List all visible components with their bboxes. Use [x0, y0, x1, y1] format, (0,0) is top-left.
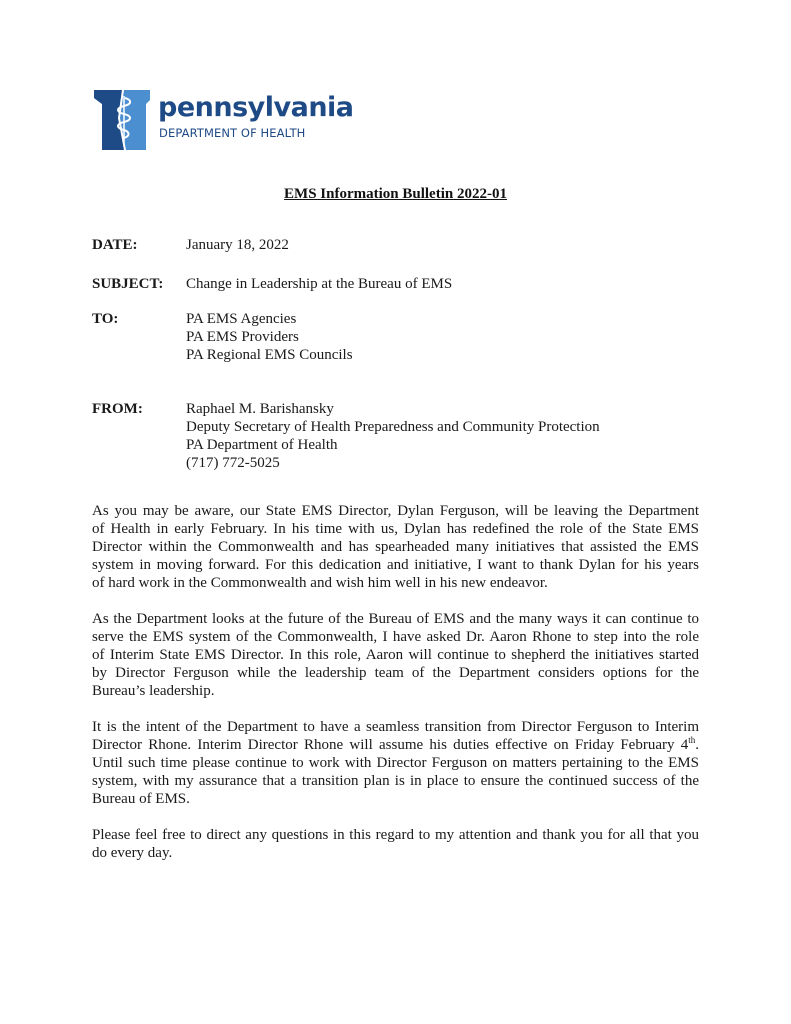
bulletin-title: EMS Information Bulletin 2022-01	[284, 186, 507, 202]
sender-title: Deputy Secretary of Health Preparedness and Community Protection	[186, 419, 600, 435]
date-label: DATE:	[92, 237, 138, 253]
pa-health-logo	[92, 88, 354, 152]
to-recipients	[186, 310, 353, 364]
recipient: PA EMS Providers	[186, 329, 299, 345]
paragraph-line: Bureau of EMS.	[92, 791, 190, 807]
keystone-caduceus-icon	[92, 88, 154, 152]
sender-phone: (717) 772-5025	[186, 455, 280, 471]
body-paragraph-2	[92, 610, 699, 700]
sender-name: Raphael M. Barishansky	[186, 401, 334, 417]
paragraph-line: of hard work in the Commonwealth and wish him well in his new endeavor.	[92, 575, 548, 591]
paragraph-line: of Health in early February. In his time with us, Dylan has redefined the role of the State EMS	[92, 521, 699, 537]
to-label: TO:	[92, 311, 119, 327]
date-value: January 18, 2022	[186, 237, 289, 253]
logo-wordmark: pennsylvania	[158, 92, 354, 123]
paragraph-line: It is the intent of the Department to have a seamless transition from Director Ferguson to Interim	[92, 719, 699, 735]
paragraph-line: system, with my assurance that a transition plan is in place to ensure the continued success of the	[92, 773, 699, 789]
from-sender	[186, 400, 600, 472]
paragraph-line: Please feel free to direct any questions in this regard to my attention and thank you for all that you	[92, 827, 699, 843]
paragraph-line: by Director Ferguson while the leadership team of the Department considers options for the	[92, 665, 699, 681]
recipient: PA Regional EMS Councils	[186, 347, 353, 363]
paragraph-line: serve the EMS system of the Commonwealth, I have asked Dr. Aaron Rhone to step into the role	[92, 629, 699, 645]
sender-department: PA Department of Health	[186, 437, 338, 453]
logo-department: DEPARTMENT OF HEALTH	[159, 126, 306, 140]
paragraph-line: Until such time please continue to work with Director Ferguson on matters pertaining to the EMS	[92, 755, 699, 771]
paragraph-line: system in moving forward. For this dedication and initiative, I want to thank Dylan for his years	[92, 557, 699, 573]
paragraph-line: Director within the Commonwealth and has spearheaded many initiatives that assisted the EMS	[92, 539, 699, 555]
subject-value: Change in Leadership at the Bureau of EMS	[186, 276, 453, 292]
paragraph-line-date: Director Rhone. Interim Director Rhone will assume his duties effective on Friday February 4th.	[92, 735, 699, 753]
paragraph-line: of Interim State EMS Director. In this role, Aaron will continue to shepherd the initiatives started	[92, 647, 699, 663]
from-label: FROM:	[92, 401, 143, 417]
paragraph-line: As the Department looks at the future of the Bureau of EMS and the many ways it can continue to	[92, 611, 699, 627]
paragraph-line: do every day.	[92, 845, 173, 861]
recipient: PA EMS Agencies	[186, 311, 297, 327]
body-paragraph-4	[92, 826, 699, 862]
body-paragraph-1	[92, 502, 699, 592]
body-paragraph-3	[92, 718, 699, 808]
subject-label: SUBJECT:	[92, 276, 164, 292]
paragraph-line: As you may be aware, our State EMS Director, Dylan Ferguson, will be leaving the Department	[92, 503, 699, 519]
paragraph-line: Bureau’s leadership.	[92, 683, 215, 699]
